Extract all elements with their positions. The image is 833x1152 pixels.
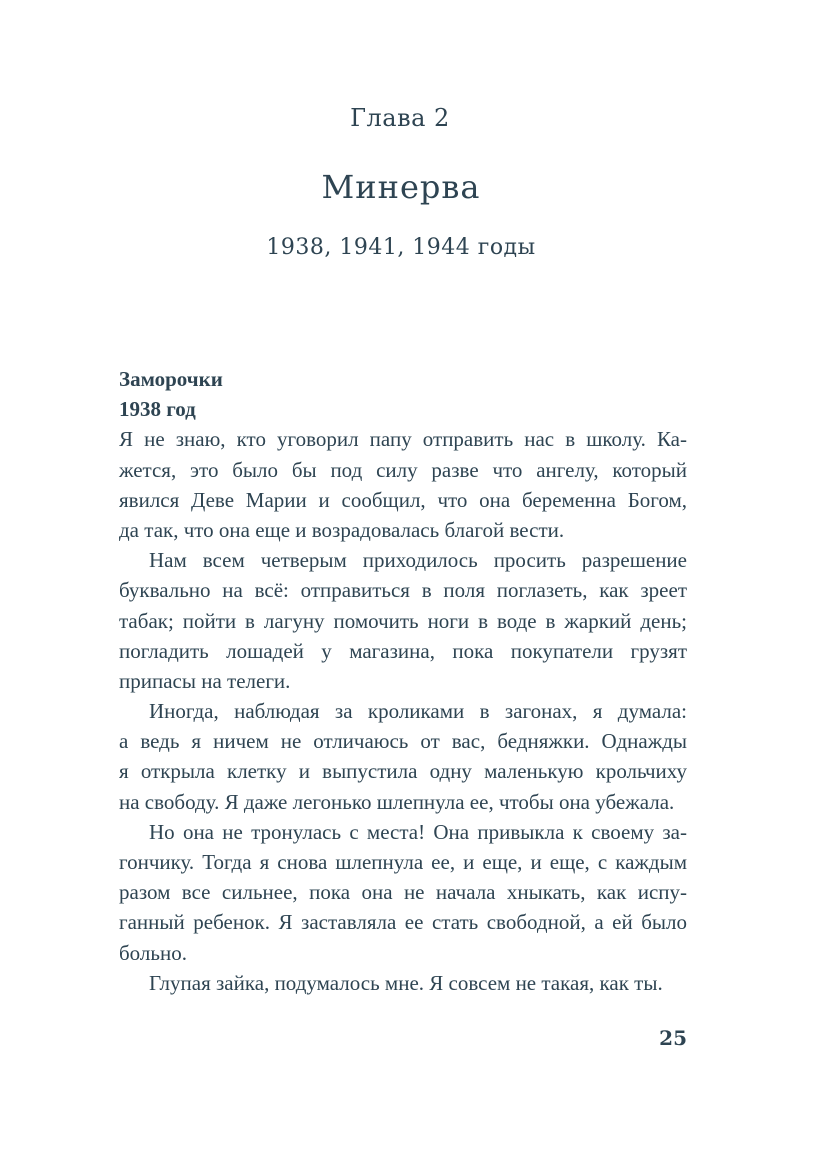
text-line: гончику. Тогда я снова шлепнула ее, и еще, и еще, с каждым: [119, 850, 687, 875]
chapter-number: Глава 2: [350, 104, 450, 132]
text-line: Иногда, наблюдая за кроликами в загонах, я думала:: [149, 699, 687, 724]
text-line: я открыла клетку и выпустила одну маленькую крольчиху: [119, 759, 687, 784]
paragraph: [119, 696, 687, 817]
text-line: ганный ребенок. Я заставляла ее стать свободной, а ей было: [119, 910, 687, 935]
paragraph: [119, 968, 687, 998]
body-text: [119, 364, 687, 998]
text-line: а ведь я ничем не отличаюсь от вас, бедняжки. Однажды: [119, 729, 687, 754]
chapter-title: Минерва: [321, 168, 481, 206]
text-line: Нам всем четверым приходилось просить разрешение: [149, 548, 687, 573]
text-line: на свободу. Я даже легонько шлепнула ее, чтобы она убежала.: [119, 789, 675, 814]
page-number: 25: [659, 1026, 687, 1050]
text-line: припасы на телеги.: [119, 668, 291, 693]
paragraphs: [119, 424, 687, 998]
chapter-years: 1938, 1941, 1944 годы: [266, 235, 536, 260]
text-line: разом все сильнее, пока она не начала хныкать, как испу-: [119, 880, 687, 905]
text-line: больно.: [119, 940, 187, 965]
text-line: табак; пойти в лагуну помочить ноги в воде в жаркий день;: [119, 608, 687, 633]
text-line: да так, что она еще и возрадовалась благой вести.: [119, 517, 565, 542]
paragraph: [119, 545, 687, 696]
text-line: явился Деве Марии и сообщил, что она беременна Богом,: [119, 487, 687, 512]
text-line: Глупая зайка, подумалось мне. Я совсем не такая, как ты.: [149, 970, 663, 995]
text-line: погладить лошадей у магазина, пока покупатели грузят: [119, 638, 687, 663]
text-line: Но она не тронулась с места! Она привыкла к своему за-: [149, 819, 687, 844]
section-year: 1938 год: [119, 397, 196, 422]
text-line: буквально на всё: отправиться в поля поглазеть, как зреет: [119, 578, 687, 603]
text-line: Я не знаю, кто уговорил папу отправить нас в школу. Ка-: [119, 427, 687, 452]
text-line: жется, это было бы под силу разве что ангелу, который: [119, 457, 687, 482]
section-title: Заморочки: [119, 367, 223, 391]
paragraph: [119, 817, 687, 968]
paragraph: [119, 424, 687, 545]
